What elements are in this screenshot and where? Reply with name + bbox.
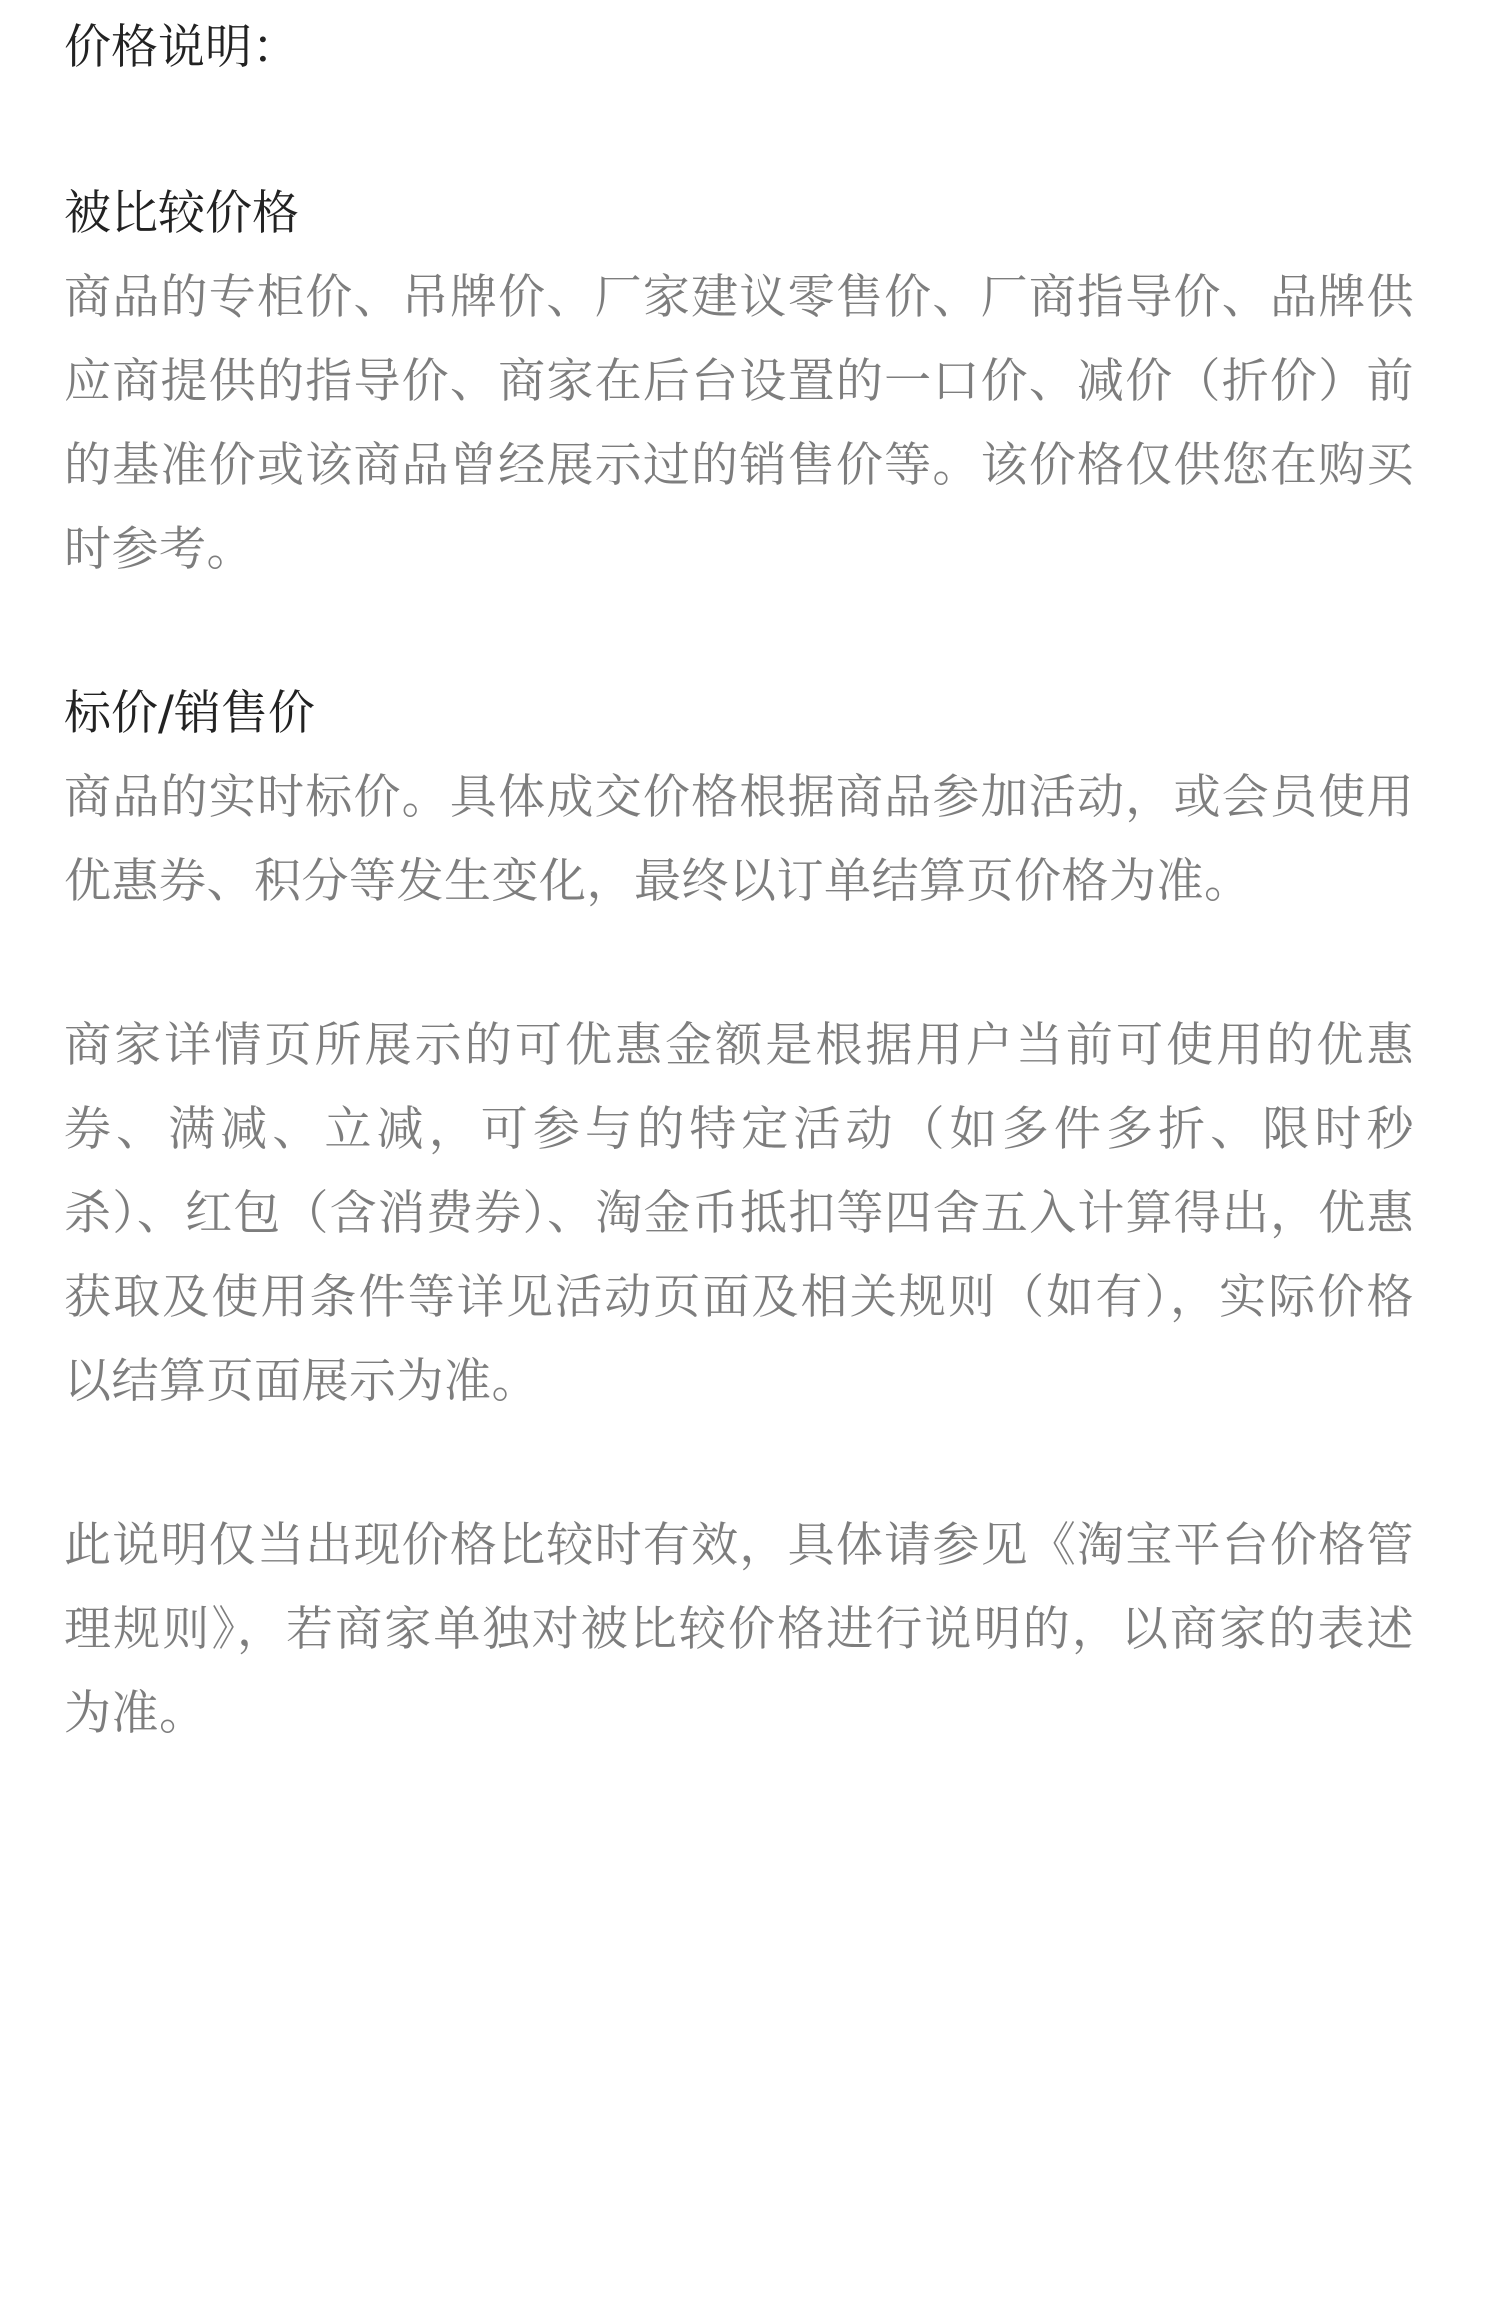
discount-explanation-paragraph: 商家详情页所展示的可优惠金额是根据用户当前可使用的优惠券、满减、立减，可参与的特定活动（如多件多折、限时秒杀）、红包（含消费券）、淘金币抵扣等四舍五入计算得出，优惠获取及使用条件等详见活动页面及相关规则（如有），实际价格以结算页面展示为准。 [64, 1018, 1414, 1409]
list-price-section [64, 672, 1414, 924]
compared-price-description: 商品的专柜价、吊牌价、厂家建议零售价、厂商指导价、品牌供应商提供的指导价、商家在后台设置的一口价、减价（折价）前的基准价或该商品曾经展示过的销售价等。该价格仅供您在购买时参考。 [64, 270, 1414, 577]
page-title: 价格说明： [64, 20, 299, 75]
price-explanation-page [64, 0, 1414, 1756]
compared-price-section [64, 172, 1414, 592]
price-rule-note-paragraph: 此说明仅当出现价格比较时有效，具体请参见《淘宝平台价格管理规则》，若商家单独对被比较价格进行说明的，以商家的表述为准。 [64, 1518, 1414, 1741]
compared-price-heading: 被比较价格 [64, 186, 299, 241]
list-price-description: 商品的实时标价。具体成交价格根据商品参加活动，或会员使用优惠券、积分等发生变化，最终以订单结算页价格为准。 [64, 770, 1414, 909]
list-price-heading: 标价/销售价 [64, 686, 315, 741]
